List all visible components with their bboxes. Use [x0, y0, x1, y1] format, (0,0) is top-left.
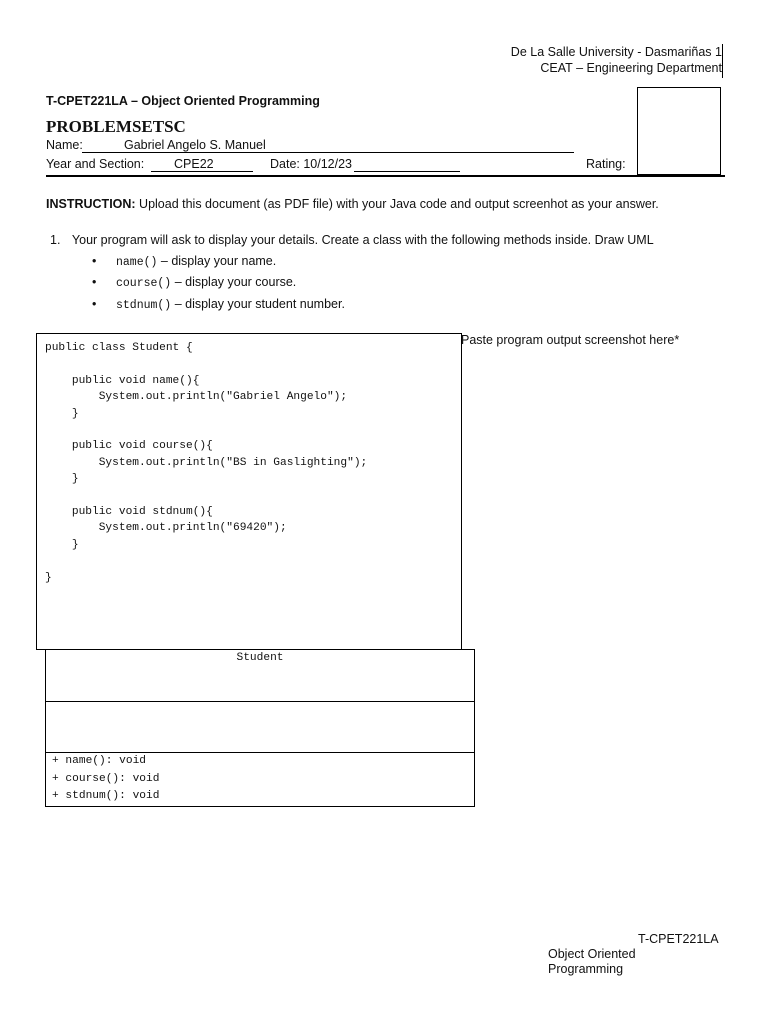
method-name: name() [116, 256, 158, 269]
code-box [36, 333, 462, 650]
question-1 [50, 233, 740, 247]
problem-set-title: PROBLEMSETSC [46, 117, 186, 136]
question-number: 1. [50, 233, 61, 247]
department-name: CEAT – Engineering Department [540, 61, 722, 75]
uml-class-name: Student [236, 652, 284, 664]
uml-method: + course(): void [52, 772, 160, 785]
bullet-icon: • [92, 297, 97, 311]
name-underline [82, 152, 574, 153]
date-field: Date: 10/12/23 [270, 157, 353, 171]
instruction [46, 197, 736, 211]
bullet-icon: • [92, 275, 97, 289]
course-title: T-CPET221LA – Object Oriented Programming [46, 94, 320, 108]
method-name: stdnum() [116, 299, 172, 312]
year-section-label: Year and Section: [46, 157, 145, 171]
rating-box [637, 87, 721, 175]
uml-method: + name(): void [52, 755, 146, 767]
footer-course-code: T-CPET221LA [638, 932, 719, 946]
method-name: course() [116, 277, 172, 290]
method-desc: – display your name. [157, 254, 277, 268]
header-divider [722, 44, 723, 78]
name-label: Name: [46, 138, 83, 152]
instruction-text: Upload this document (as PDF file) with your Java code and output screenhot as your answer. [135, 197, 659, 211]
paste-output-note: Paste program output screenshot here* [461, 333, 680, 347]
instruction-label: INSTRUCTION: [46, 197, 136, 211]
uml-methods-section [52, 753, 159, 806]
section-underline [151, 171, 253, 172]
name-value: Gabriel Angelo S. Manuel [124, 138, 266, 152]
year-section-value: CPE22 [174, 157, 214, 171]
rating-label: Rating: [586, 157, 626, 171]
header-rule [46, 175, 725, 177]
university-header [430, 44, 722, 76]
java-code: public class Student { public void name(){ System.out.println("Gabriel Angelo"); } public void course(){ System.out.println("BS in Gaslighting"); } public void stdnum(){ System.out.println("69420"); } } [45, 342, 368, 584]
bullet-icon: • [92, 254, 97, 268]
date-underline [354, 171, 460, 172]
uml-attributes-section [46, 702, 474, 753]
name-row [46, 138, 574, 153]
method-desc: – display your course. [171, 275, 297, 289]
footer-course-title: Object Oriented Programming [548, 947, 636, 976]
uml-class-diagram [45, 649, 475, 807]
question-text: Your program will ask to display your details. Create a class with the following methods inside. Draw UML [71, 233, 654, 247]
method-desc: – display your student number. [171, 297, 345, 311]
uml-class-name-section [46, 650, 474, 702]
university-name: De La Salle University - Dasmariñas 1 [510, 45, 722, 59]
uml-method: + stdnum(): void [52, 790, 160, 802]
